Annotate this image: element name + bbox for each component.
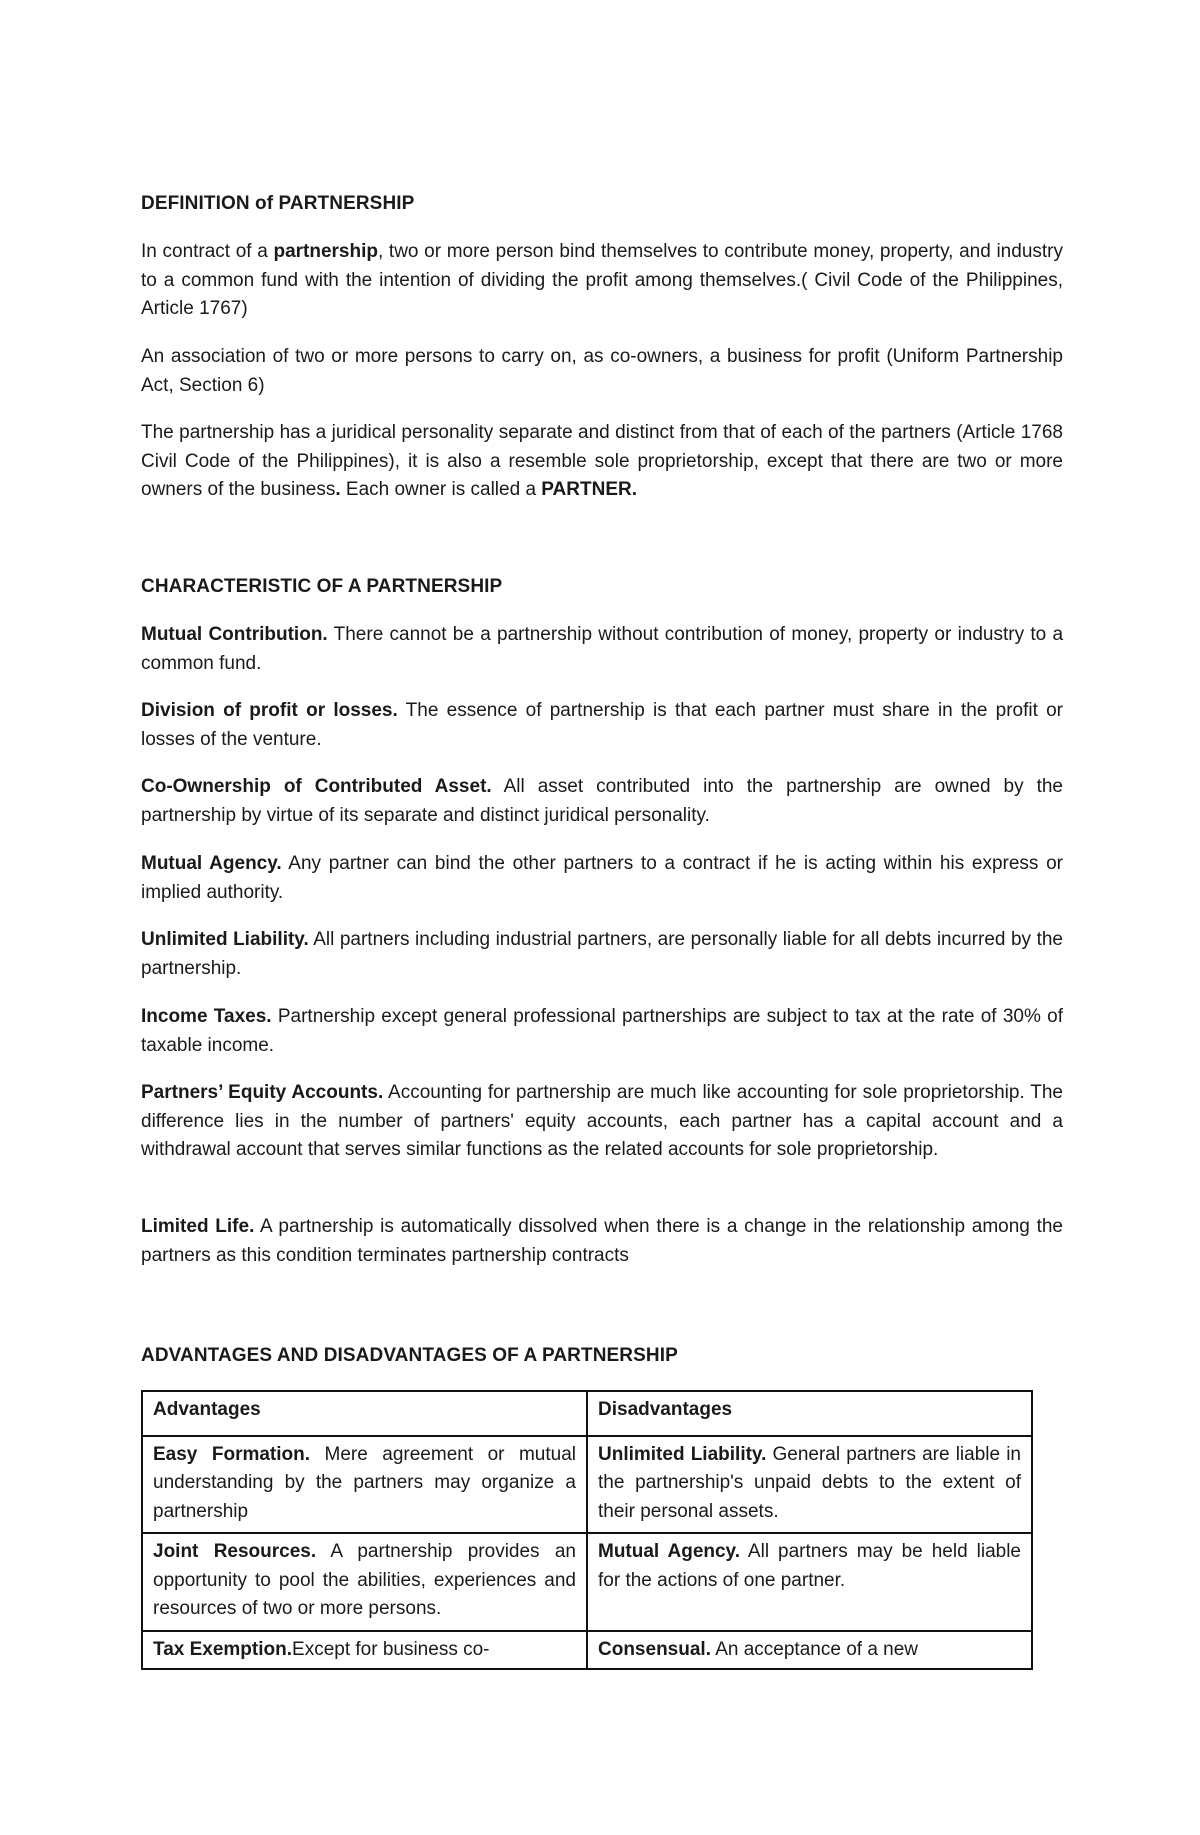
table-header-row bbox=[142, 1391, 1032, 1436]
definition-p1-bold-term: partnership bbox=[273, 241, 378, 262]
characteristic-text: Partnership except general professional partnerships are subject to tax at the rate of 30% of taxable income. bbox=[141, 1006, 1063, 1056]
table-row bbox=[142, 1436, 1032, 1534]
characteristic-text: There cannot be a partnership without contribution of money, property or industry to a common fund. bbox=[141, 624, 1064, 674]
advantages-heading: ADVANTAGES AND DISADVANTAGES OF A PARTNERSHIP bbox=[141, 1345, 678, 1366]
characteristic-item bbox=[141, 621, 1063, 678]
characteristic-term: Limited Life. bbox=[141, 1216, 255, 1237]
definition-heading: DEFINITION of PARTNERSHIP bbox=[141, 193, 415, 214]
characteristic-term: Income Taxes. bbox=[141, 1006, 272, 1027]
characteristic-text: A partnership is automatically dissolved when there is a change in the relationship among the partners as this condition terminates partnership contracts bbox=[141, 1216, 1063, 1266]
disadvantage-text: All partners may be held liable for the actions of one partner. bbox=[598, 1541, 1021, 1591]
disadvantage-cell bbox=[587, 1533, 1032, 1631]
advantage-text: Mere agreement or mutual understanding by the partners may organize a partnership bbox=[153, 1443, 576, 1522]
table-row bbox=[142, 1533, 1032, 1631]
characteristic-text: Accounting for partnership are much like accounting for sole proprietorship. The difference lies in the number of partners' equity accounts, each partner has a capital account and a withdrawal account that serves similar functions as the related accounts for sole proprietorship. bbox=[141, 1082, 1063, 1160]
characteristics-heading: CHARACTERISTIC OF A PARTNERSHIP bbox=[141, 576, 503, 597]
advantage-text: A partnership provides an opportunity to pool the abilities, experiences and resources of two or more persons. bbox=[153, 1541, 577, 1619]
definition-paragraph-3 bbox=[141, 419, 1063, 505]
characteristic-item bbox=[141, 697, 1063, 754]
characteristic-item bbox=[141, 1079, 1063, 1165]
characteristic-text: The essence of partnership is that each partner must share in the profit or losses of the venture. bbox=[141, 700, 1064, 750]
advantage-cell bbox=[142, 1533, 587, 1631]
definition-p3-bold-partner: PARTNER. bbox=[541, 479, 638, 500]
advantage-cell bbox=[142, 1631, 587, 1669]
advantage-text: Except for business co- bbox=[292, 1638, 490, 1660]
advantage-term: Easy Formation. bbox=[153, 1443, 311, 1465]
advantages-table bbox=[141, 1390, 1033, 1670]
advantage-term: Tax Exemption. bbox=[153, 1638, 293, 1660]
characteristic-term: Division of profit or losses. bbox=[141, 700, 398, 721]
characteristic-term: Partners’ Equity Accounts. bbox=[141, 1082, 384, 1103]
characteristic-text: All partners including industrial partners, are personally liable for all debts incurred by the partnership. bbox=[141, 929, 1063, 979]
disadvantage-cell bbox=[587, 1436, 1032, 1534]
characteristic-item bbox=[141, 1003, 1063, 1060]
disadvantage-term: Mutual Agency. bbox=[598, 1541, 740, 1562]
characteristic-text: Any partner can bind the other partners to a contract if he is acting within his express or implied authority. bbox=[141, 853, 1063, 903]
definition-p3-bold-dot: . bbox=[335, 479, 341, 500]
definition-paragraph-2: An association of two or more persons to carry on, as co-owners, a business for profit (Uniform Partnership Act, Section 6) bbox=[141, 346, 1063, 396]
table-row bbox=[142, 1631, 1032, 1669]
disadvantage-text: General partners are liable in the partnership's unpaid debts to the extent of their personal assets. bbox=[598, 1443, 1021, 1522]
disadvantage-cell-content bbox=[598, 1636, 1021, 1662]
characteristic-term: Unlimited Liability. bbox=[141, 929, 309, 950]
disadvantage-term: Unlimited Liability. bbox=[598, 1443, 767, 1465]
disadvantage-term: Consensual. bbox=[598, 1638, 711, 1660]
advantages-column-header: Advantages bbox=[142, 1391, 587, 1436]
characteristic-item bbox=[141, 773, 1063, 830]
definition-p3-text-start: The partnership has a juridical personality separate and distinct from that of each of the partners (Article 1768 Civil Code of the Philippines), it is also a resemble sole proprietorship, except that there are two or more owners of the business bbox=[141, 422, 1063, 500]
disadvantages-column-header: Disadvantages bbox=[587, 1391, 1032, 1436]
characteristic-item bbox=[141, 1213, 1063, 1270]
characteristic-item bbox=[141, 850, 1063, 907]
characteristic-term: Co-Ownership of Contributed Asset. bbox=[141, 776, 492, 797]
advantage-term: Joint Resources. bbox=[153, 1541, 317, 1562]
advantage-cell-content bbox=[153, 1636, 576, 1662]
disadvantage-cell bbox=[587, 1631, 1032, 1669]
definition-p1-text-end: , two or more person bind themselves to contribute money, property, and industry to a common fund with the intention of dividing the profit among themselves.( Civil Code of the Philippines, Article 1767) bbox=[141, 241, 1063, 319]
characteristic-term: Mutual Agency. bbox=[141, 853, 282, 874]
definition-paragraph-1 bbox=[141, 238, 1063, 324]
definition-p3-text-mid: Each owner is called a bbox=[340, 479, 542, 500]
characteristic-term: Mutual Contribution. bbox=[141, 624, 328, 645]
disadvantage-text: An acceptance of a new bbox=[710, 1638, 919, 1660]
advantage-cell bbox=[142, 1436, 587, 1534]
definition-p1-text-start: In contract of a bbox=[141, 241, 274, 262]
characteristic-item bbox=[141, 926, 1063, 983]
characteristic-text: All asset contributed into the partnership are owned by the partnership by virtue of its separate and distinct juridical personality. bbox=[141, 776, 1064, 826]
